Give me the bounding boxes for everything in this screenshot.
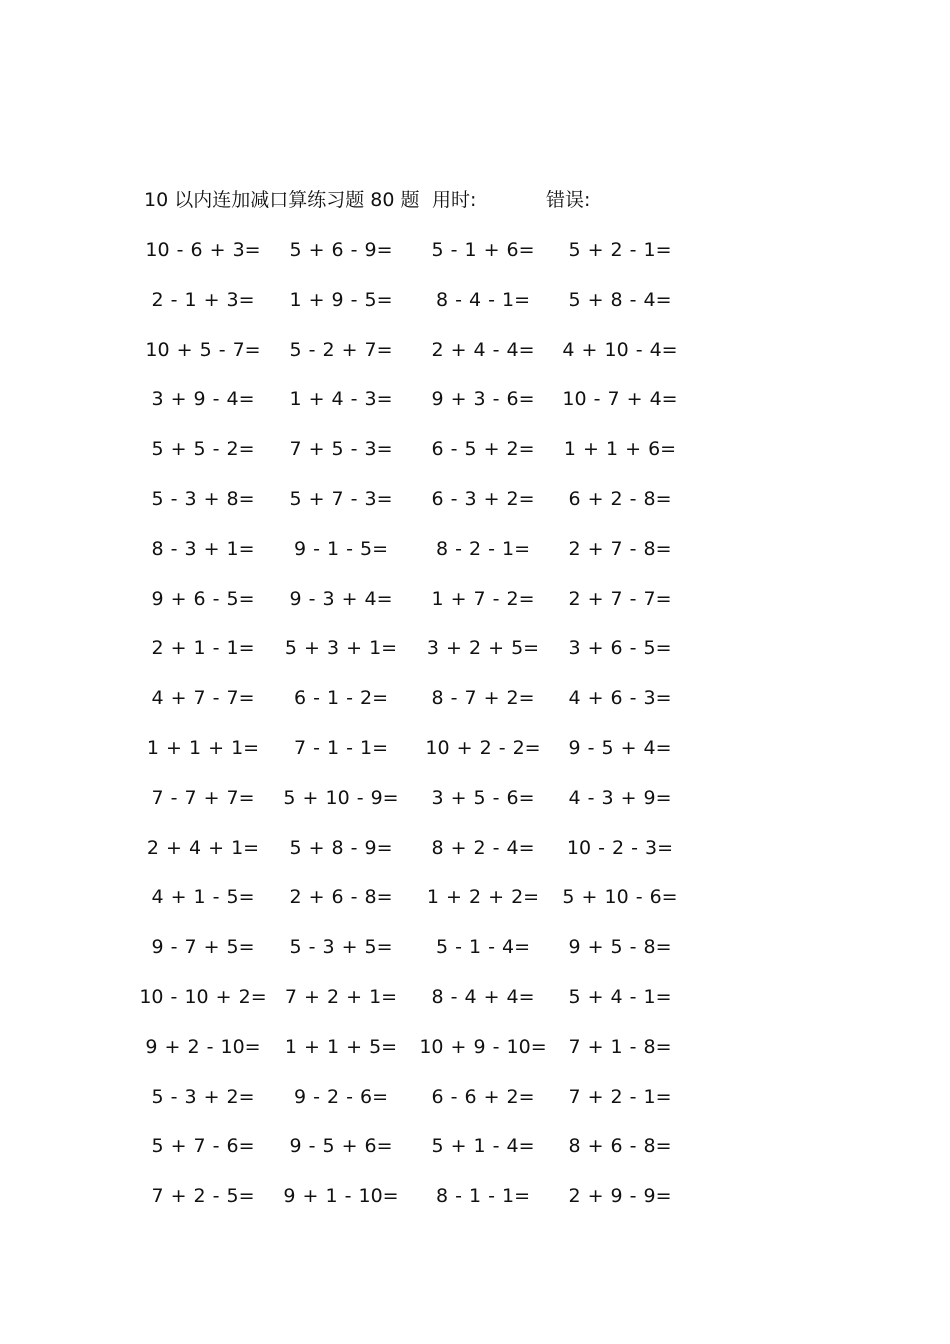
arithmetic-problem: 1 + 1 + 6= [563,438,677,461]
arithmetic-problem: 8 - 4 + 4= [431,985,535,1008]
problem-row [0,734,950,784]
arithmetic-problem: 9 + 1 - 10= [283,1185,399,1208]
arithmetic-problem: 4 + 7 - 7= [151,687,255,710]
arithmetic-problem: 3 + 5 - 6= [431,786,535,809]
arithmetic-problem: 4 + 10 - 4= [562,338,678,361]
arithmetic-problem: 8 + 2 - 4= [431,836,535,859]
arithmetic-problem: 6 - 1 - 2= [293,687,389,710]
problem-row [0,286,950,336]
problem-row [0,684,950,734]
arithmetic-problem: 9 - 5 + 4= [568,736,672,759]
arithmetic-problem: 7 - 1 - 1= [293,736,389,759]
arithmetic-problem: 5 - 3 + 5= [289,936,393,959]
arithmetic-problem: 6 - 3 + 2= [431,487,535,510]
arithmetic-problem: 3 + 2 + 5= [426,637,540,660]
arithmetic-problem: 4 + 1 - 5= [151,886,255,909]
arithmetic-problem: 5 + 3 + 1= [284,637,398,660]
arithmetic-problem: 1 + 1 + 5= [284,1035,398,1058]
arithmetic-problem: 9 + 3 - 6= [431,388,535,411]
time-used-label: 用时: [432,189,477,211]
problem-row [0,1083,950,1133]
arithmetic-problem: 5 + 1 - 4= [431,1135,535,1158]
arithmetic-problem: 10 + 2 - 2= [425,736,541,759]
problem-row [0,535,950,585]
arithmetic-problem: 7 - 7 + 7= [151,786,255,809]
arithmetic-problem: 8 + 6 - 8= [568,1135,672,1158]
arithmetic-problem: 9 - 1 - 5= [293,537,389,560]
arithmetic-problem: 5 + 5 - 2= [151,438,255,461]
arithmetic-problem: 3 + 6 - 5= [568,637,672,660]
error-count-label: 错误: [546,189,591,211]
arithmetic-problem: 8 - 7 + 2= [431,687,535,710]
problem-row [0,385,950,435]
arithmetic-problem: 9 - 2 - 6= [293,1085,389,1108]
arithmetic-problem: 10 + 9 - 10= [419,1035,547,1058]
problem-row [0,1033,950,1083]
arithmetic-problem: 1 + 7 - 2= [431,587,535,610]
problem-row [0,236,950,286]
arithmetic-problem: 1 + 1 + 1= [146,736,260,759]
arithmetic-problem: 1 + 9 - 5= [289,288,393,311]
arithmetic-problem: 5 + 2 - 1= [568,239,672,261]
arithmetic-problem: 8 - 1 - 1= [435,1185,531,1208]
arithmetic-problem: 8 - 3 + 1= [151,537,255,560]
problem-row [0,585,950,635]
arithmetic-problem: 7 + 2 - 5= [151,1185,255,1208]
arithmetic-problem: 3 + 9 - 4= [151,388,255,411]
problem-row [0,336,950,386]
problem-row [0,485,950,535]
arithmetic-problem: 7 + 1 - 8= [568,1035,672,1058]
arithmetic-problem: 2 + 4 - 4= [431,338,535,361]
arithmetic-problem: 10 - 6 + 3= [145,239,261,261]
arithmetic-problem: 9 - 7 + 5= [151,936,255,959]
arithmetic-problem: 5 - 1 + 6= [431,239,535,261]
arithmetic-problem: 2 + 7 - 8= [568,537,672,560]
arithmetic-problem: 8 - 2 - 1= [435,537,531,560]
arithmetic-problem: 5 + 8 - 9= [289,836,393,859]
arithmetic-problem: 6 - 5 + 2= [431,438,535,461]
arithmetic-problem: 7 + 5 - 3= [289,438,393,461]
arithmetic-problem: 6 + 2 - 8= [568,487,672,510]
problem-row [0,1182,950,1232]
arithmetic-problem: 2 + 7 - 7= [568,587,672,610]
worksheet-title: 10 以内连加减口算练习题 80 题 [144,189,420,211]
arithmetic-problem: 9 - 5 + 6= [289,1135,393,1158]
problem-row [0,983,950,1033]
arithmetic-problem: 2 + 9 - 9= [568,1185,672,1208]
problem-row [0,634,950,684]
arithmetic-problem: 5 - 3 + 2= [151,1085,255,1108]
problem-row [0,1132,950,1182]
arithmetic-problem: 1 + 2 + 2= [426,886,540,909]
problem-grid [0,236,950,1232]
arithmetic-problem: 4 + 6 - 3= [568,687,672,710]
arithmetic-problem: 2 + 1 - 1= [151,637,255,660]
arithmetic-problem: 9 + 6 - 5= [151,587,255,610]
problem-row [0,834,950,884]
arithmetic-problem: 5 + 7 - 6= [151,1135,255,1158]
arithmetic-problem: 5 + 10 - 6= [562,886,678,909]
problem-row [0,883,950,933]
arithmetic-problem: 5 + 8 - 4= [568,288,672,311]
arithmetic-problem: 5 + 6 - 9= [289,239,393,261]
arithmetic-problem: 10 - 7 + 4= [562,388,678,411]
arithmetic-problem: 2 + 6 - 8= [289,886,393,909]
arithmetic-problem: 7 + 2 + 1= [284,985,398,1008]
arithmetic-problem: 5 + 7 - 3= [289,487,393,510]
arithmetic-problem: 9 + 2 - 10= [145,1035,261,1058]
arithmetic-problem: 6 - 6 + 2= [431,1085,535,1108]
problem-row [0,933,950,983]
arithmetic-problem: 5 + 4 - 1= [568,985,672,1008]
arithmetic-problem: 8 - 4 - 1= [435,288,531,311]
arithmetic-problem: 1 + 4 - 3= [289,388,393,411]
arithmetic-problem: 10 - 10 + 2= [139,985,267,1008]
arithmetic-problem: 10 + 5 - 7= [145,338,261,361]
arithmetic-problem: 5 - 3 + 8= [151,487,255,510]
arithmetic-problem: 7 + 2 - 1= [568,1085,672,1108]
arithmetic-problem: 9 - 3 + 4= [289,587,393,610]
arithmetic-problem: 2 - 1 + 3= [151,288,255,311]
arithmetic-problem: 10 - 2 - 3= [566,836,674,859]
arithmetic-problem: 9 + 5 - 8= [568,936,672,959]
problem-row [0,784,950,834]
worksheet-header [0,186,950,214]
arithmetic-problem: 5 - 2 + 7= [289,338,393,361]
arithmetic-problem: 5 - 1 - 4= [435,936,531,959]
problem-row [0,435,950,485]
arithmetic-problem: 5 + 10 - 9= [283,786,399,809]
arithmetic-problem: 2 + 4 + 1= [146,836,260,859]
arithmetic-problem: 4 - 3 + 9= [568,786,672,809]
